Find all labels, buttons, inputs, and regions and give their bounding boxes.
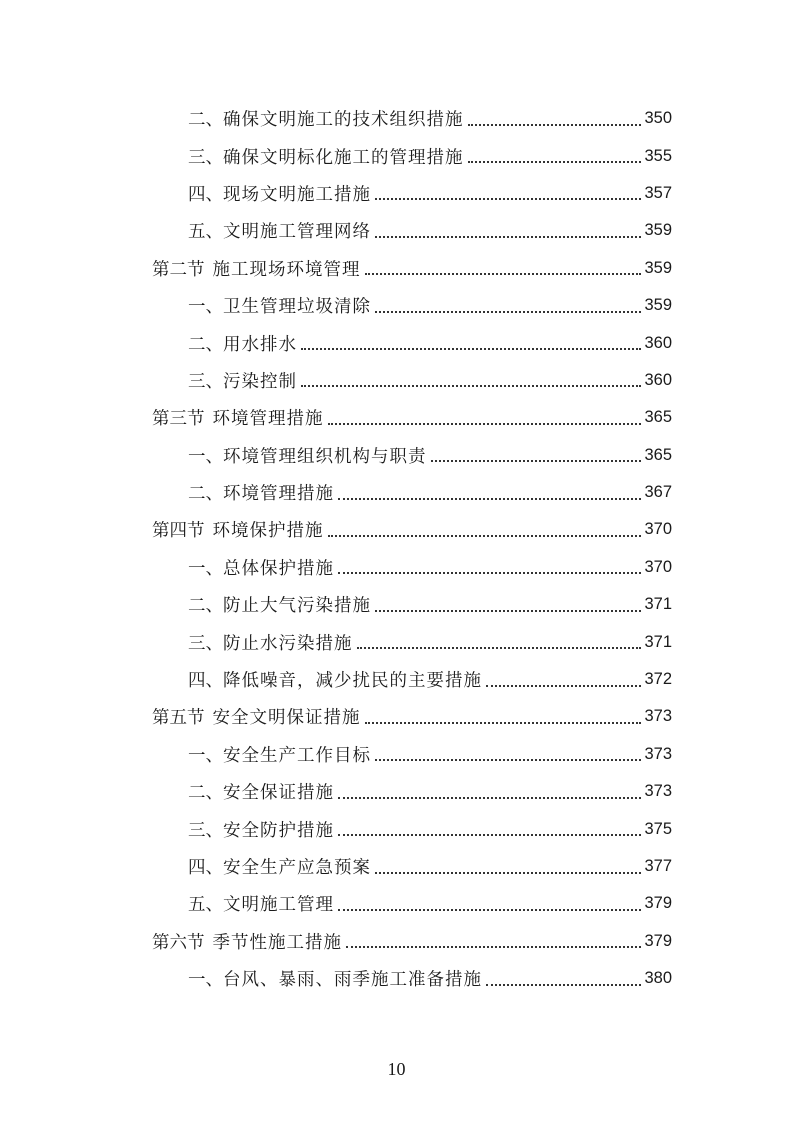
toc-entry-number: 三、 <box>188 633 223 654</box>
toc-entry-number: 一、 <box>188 446 223 467</box>
toc-entry[interactable] <box>152 698 672 735</box>
toc-entry[interactable] <box>152 175 672 212</box>
toc-entry-page: 360 <box>644 370 672 389</box>
toc-entry-page: 370 <box>644 557 672 576</box>
toc-entry-page: 373 <box>644 744 672 763</box>
toc-dot-leader <box>375 610 641 612</box>
toc-entry[interactable] <box>152 960 672 997</box>
toc-dot-leader <box>375 198 641 200</box>
toc-entry-page: 357 <box>644 183 672 202</box>
toc-entry[interactable] <box>152 362 672 399</box>
toc-entry[interactable] <box>152 324 672 361</box>
toc-entry-number: 一、 <box>188 558 223 579</box>
toc-entry-number: 二、 <box>188 484 223 505</box>
toc-dot-leader <box>468 161 642 163</box>
toc-entry-title: 环境管理措施 <box>223 484 334 505</box>
toc-entry-number: 一、 <box>188 970 223 991</box>
toc-entry-page: 377 <box>644 857 672 875</box>
toc-entry[interactable] <box>152 137 672 174</box>
toc-entry[interactable] <box>152 511 672 548</box>
toc-entry-page: 367 <box>644 483 672 502</box>
toc-entry-page: 359 <box>644 296 672 315</box>
toc-entry[interactable] <box>152 773 672 810</box>
toc-entry[interactable] <box>152 810 672 847</box>
toc-entry-page: 359 <box>644 221 672 240</box>
toc-entry-title: 安全文明保证措施 <box>212 708 361 729</box>
toc-entry-number: 二、 <box>188 783 223 804</box>
toc-entry[interactable] <box>152 474 672 511</box>
toc-entry-page: 360 <box>644 333 672 352</box>
toc-entry-page: 359 <box>644 258 672 277</box>
toc-entry-title: 确保文明施工的技术组织措施 <box>223 110 464 131</box>
toc-entry-title: 卫生管理垃圾清除 <box>223 297 371 318</box>
toc-entry-title: 降低噪音，减少扰民的主要措施 <box>223 671 482 692</box>
toc-dot-leader <box>486 984 641 986</box>
toc-entry-number: 四、 <box>188 184 223 205</box>
toc-entry-page: 373 <box>644 782 672 801</box>
toc-entry-title: 环境保护措施 <box>212 521 324 542</box>
toc-dot-leader <box>338 834 641 836</box>
toc-entry-page: 375 <box>644 819 672 838</box>
toc-entry-page: 379 <box>644 894 672 913</box>
toc-entry-page: 355 <box>644 146 672 165</box>
toc-entry-number: 一、 <box>188 745 223 766</box>
toc-dot-leader <box>338 797 641 799</box>
toc-entry-title: 确保文明标化施工的管理措施 <box>223 147 464 168</box>
toc-entry-title: 总体保护措施 <box>223 558 334 579</box>
toc-entry-number: 五、 <box>188 222 223 243</box>
toc-entry-page: 365 <box>644 445 672 464</box>
toc-entry-page: 372 <box>644 670 672 689</box>
toc-entry-page: 371 <box>644 595 672 614</box>
toc-entry[interactable] <box>152 250 672 287</box>
toc-entry-number: 五、 <box>188 895 223 916</box>
toc-entry-title: 用水排水 <box>223 334 297 355</box>
toc-entry-page: 373 <box>644 707 672 726</box>
table-of-contents <box>152 100 672 997</box>
toc-entry-number: 三、 <box>188 820 223 841</box>
toc-entry-number: 四、 <box>188 858 223 878</box>
toc-dot-leader <box>301 348 641 350</box>
toc-entry[interactable] <box>152 885 672 922</box>
toc-entry[interactable] <box>152 736 672 773</box>
toc-dot-leader <box>338 498 641 500</box>
toc-entry-title: 安全生产工作目标 <box>223 745 371 766</box>
toc-entry-title: 安全保证措施 <box>223 783 334 804</box>
toc-entry[interactable] <box>152 437 672 474</box>
toc-entry[interactable] <box>152 923 672 960</box>
toc-entry[interactable] <box>152 287 672 324</box>
toc-entry[interactable] <box>152 586 672 623</box>
toc-entry[interactable] <box>152 212 672 249</box>
toc-dot-leader <box>346 946 641 948</box>
toc-dot-leader <box>375 311 641 313</box>
toc-entry-page: 371 <box>644 632 672 651</box>
toc-entry-number: 第三节 <box>152 409 205 430</box>
toc-dot-leader <box>328 535 642 537</box>
toc-entry-page: 365 <box>644 408 672 427</box>
toc-dot-leader <box>431 460 642 462</box>
toc-entry-number: 二、 <box>188 596 223 617</box>
toc-entry-title: 台风、暴雨、雨季施工准备措施 <box>223 970 482 991</box>
toc-entry-title: 季节性施工措施 <box>212 932 342 953</box>
toc-entry-number: 四、 <box>188 671 223 692</box>
toc-entry-number: 三、 <box>188 147 223 168</box>
toc-entry-title: 安全防护措施 <box>223 820 334 841</box>
toc-dot-leader <box>338 909 641 911</box>
toc-entry[interactable] <box>152 661 672 698</box>
toc-entry-page: 370 <box>644 520 672 539</box>
toc-dot-leader <box>328 423 642 425</box>
toc-entry-page: 350 <box>644 109 672 128</box>
toc-entry-number: 一、 <box>188 297 223 318</box>
toc-entry[interactable] <box>152 100 672 137</box>
toc-entry-number: 二、 <box>188 334 223 355</box>
toc-entry[interactable] <box>152 549 672 586</box>
toc-dot-leader <box>301 385 641 387</box>
toc-entry-title: 防止水污染措施 <box>223 633 353 654</box>
toc-entry-title: 现场文明施工措施 <box>223 184 371 205</box>
toc-entry-title: 环境管理措施 <box>212 409 324 430</box>
toc-entry-number: 三、 <box>188 371 223 392</box>
toc-entry-page: 380 <box>644 969 672 988</box>
toc-entry[interactable] <box>152 623 672 660</box>
toc-dot-leader <box>375 872 641 874</box>
toc-dot-leader <box>375 236 641 238</box>
toc-entry-number: 二、 <box>188 110 223 131</box>
toc-dot-leader <box>338 572 641 574</box>
toc-dot-leader <box>468 124 642 126</box>
toc-entry-title: 环境管理组织机构与职责 <box>223 446 427 467</box>
toc-entry[interactable] <box>152 848 672 885</box>
toc-entry-number: 第二节 <box>152 259 205 280</box>
toc-dot-leader <box>365 722 642 724</box>
toc-dot-leader <box>365 273 642 275</box>
toc-entry-title: 防止大气污染措施 <box>223 596 371 617</box>
page-number: 10 <box>387 1059 406 1079</box>
toc-entry[interactable] <box>152 399 672 436</box>
toc-entry-title: 文明施工管理网络 <box>223 222 371 243</box>
toc-entry-title: 安全生产应急预案 <box>223 858 371 878</box>
toc-dot-leader <box>486 685 641 687</box>
toc-entry-number: 第六节 <box>152 932 205 953</box>
toc-entry-title: 施工现场环境管理 <box>212 259 361 280</box>
toc-entry-number: 第五节 <box>152 708 205 729</box>
toc-dot-leader <box>357 647 642 649</box>
toc-entry-title: 文明施工管理 <box>223 895 334 916</box>
toc-entry-page: 379 <box>644 931 672 950</box>
toc-entry-number: 第四节 <box>152 521 205 542</box>
toc-entry-title: 污染控制 <box>223 371 297 392</box>
toc-dot-leader <box>375 759 641 761</box>
